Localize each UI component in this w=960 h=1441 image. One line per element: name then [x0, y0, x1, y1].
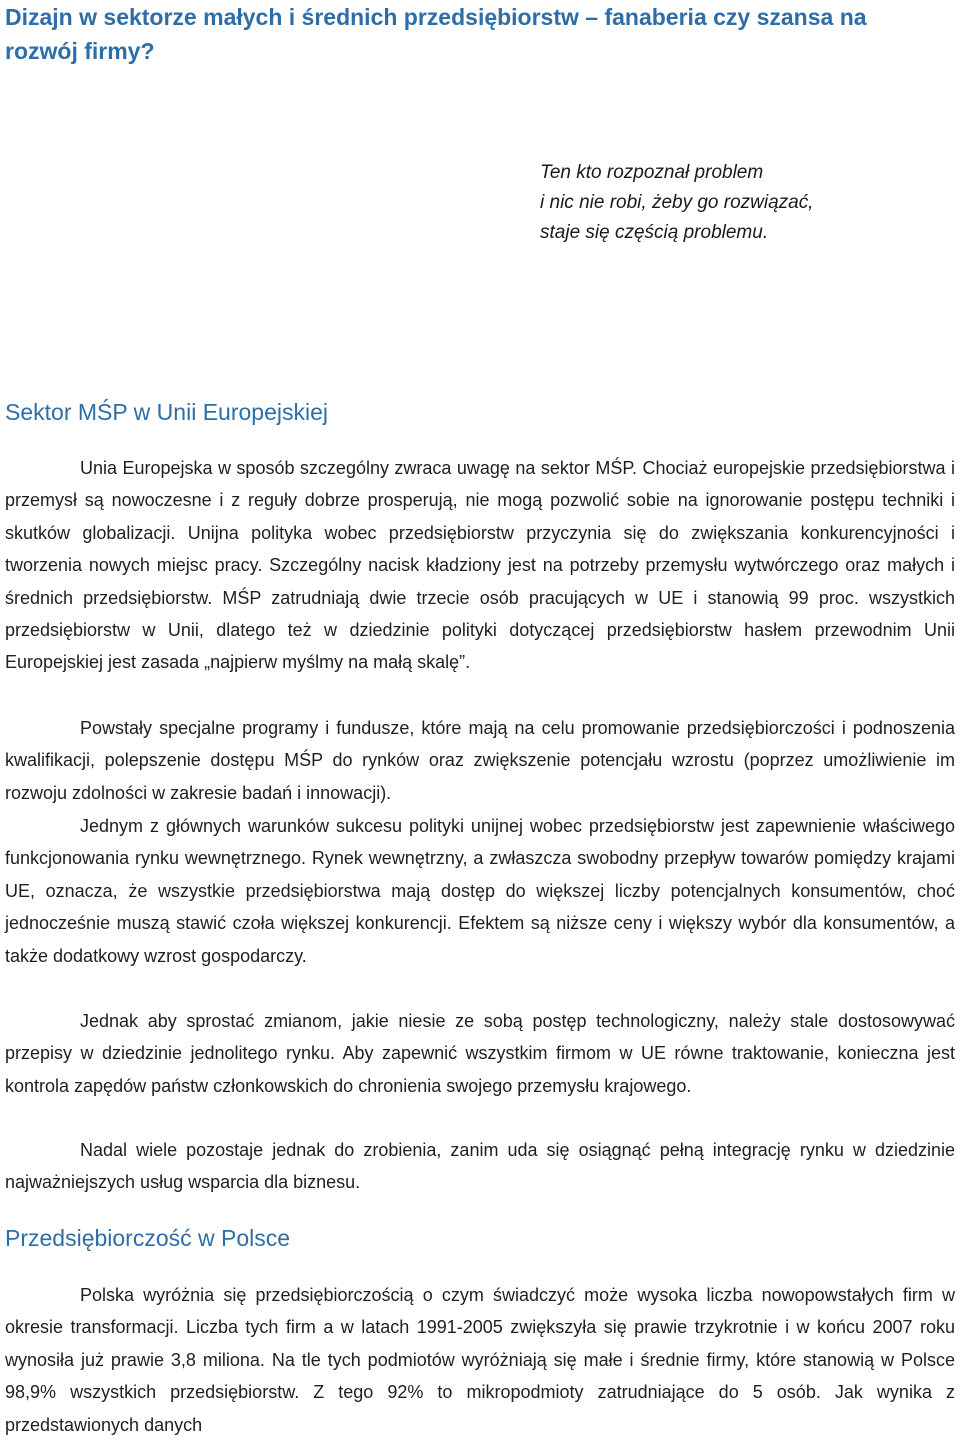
paragraph: Jednak aby sprostać zmianom, jakie niesie ze sobą postęp technologiczny, należy stale dostosowywać przepisy w dziedzinie jednolitego rynku. Aby zapewnić wszystkim firmom w UE równe traktowanie, konieczna jest kontrola zapędów państw członkowskich do chronienia swojego przemysłu krajowego.	[5, 1011, 955, 1096]
paragraph: Polska wyróżnia się przedsiębiorczością o czym świadczyć może wysoka liczba nowopowstałych firm w okresie transformacji. Liczba tych firm a w latach 1991-2005 zwiększyła się prawie trzykrotnie i w końcu 2007 roku wynosiła już prawie 3,8 miliona. Na tle tych podmiotów wyróżniają się małe i średnie firmy, które stanowią w Polsce 98,9% wszystkich przedsiębiorstw. Z tego 92% to mikropodmioty zatrudniające do 5 osób. Jak wynika z przedstawionych danych	[5, 1285, 955, 1435]
paragraph: Nadal wiele pozostaje jednak do zrobienia, zanim uda się osiągnąć pełną integrację rynku w dziedzinie najważniejszych usług wsparcia dla biznesu.	[5, 1140, 955, 1193]
section-heading-eu: Sektor MŚP w Unii Europejskiej	[5, 399, 328, 425]
motto-line: i nic nie robi, żeby go rozwiązać,	[540, 192, 814, 213]
paragraph: Unia Europejska w sposób szczególny zwraca uwagę na sektor MŚP. Chociaż europejskie przedsiębiorstwa i przemysł są nowoczesne i z reguły dobrze prosperują, nie mogą pozwolić sobie na ignorowanie postępu techniki i skutków globalizacji. Unijna polityka wobec przedsiębiorstw przyczynia się do zwiększania konkurencyjności i tworzenia nowych miejsc pracy. Szczególny nacisk kładziony jest na potrzeby przemysłu wytwórczego oraz małych i średnich przedsiębiorstw. MŚP zatrudniają dwie trzecie osób pracujących w UE i stanowią 99 proc. wszystkich przedsiębiorstw w Unii, dlatego też w dziedzinie polityki dotyczącej przedsiębiorstw hasłem przewodnim Unii Europejskiej jest zasada „najpierw myślmy na małą skalę”.	[5, 458, 955, 673]
document-title: Dizajn w sektorze małych i średnich przedsiębiorstw – fanaberia czy szansa na rozwój firmy?	[5, 4, 867, 64]
motto-line: staje się częścią problemu.	[540, 222, 769, 243]
motto-line: Ten kto rozpoznał problem	[540, 162, 764, 183]
paragraph: Jednym z głównych warunków sukcesu polityki unijnej wobec przedsiębiorstw jest zapewnienie właściwego funkcjonowania rynku wewnętrznego. Rynek wewnętrzny, a zwłaszcza swobodny przepływ towarów pomiędzy krajami UE, oznacza, że wszystkie przedsiębiorstwa mają dostęp do większej liczby potencjalnych konsumentów, choć jednocześnie muszą stawić czoła większej konkurencji. Efektem są niższe ceny i większy wybór dla konsumentów, a także dodatkowy wzrost gospodarczy.	[5, 816, 955, 966]
section-heading-poland: Przedsiębiorczość w Polsce	[5, 1225, 291, 1251]
paragraph: Powstały specjalne programy i fundusze, które mają na celu promowanie przedsiębiorczości i podnoszenia kwalifikacji, polepszenie dostępu MŚP do rynków oraz zwiększenie potencjału wzrostu (poprzez umożliwienie im rozwoju zdolności w zakresie badań i innowacji).	[5, 718, 955, 803]
motto-quote	[540, 158, 950, 248]
